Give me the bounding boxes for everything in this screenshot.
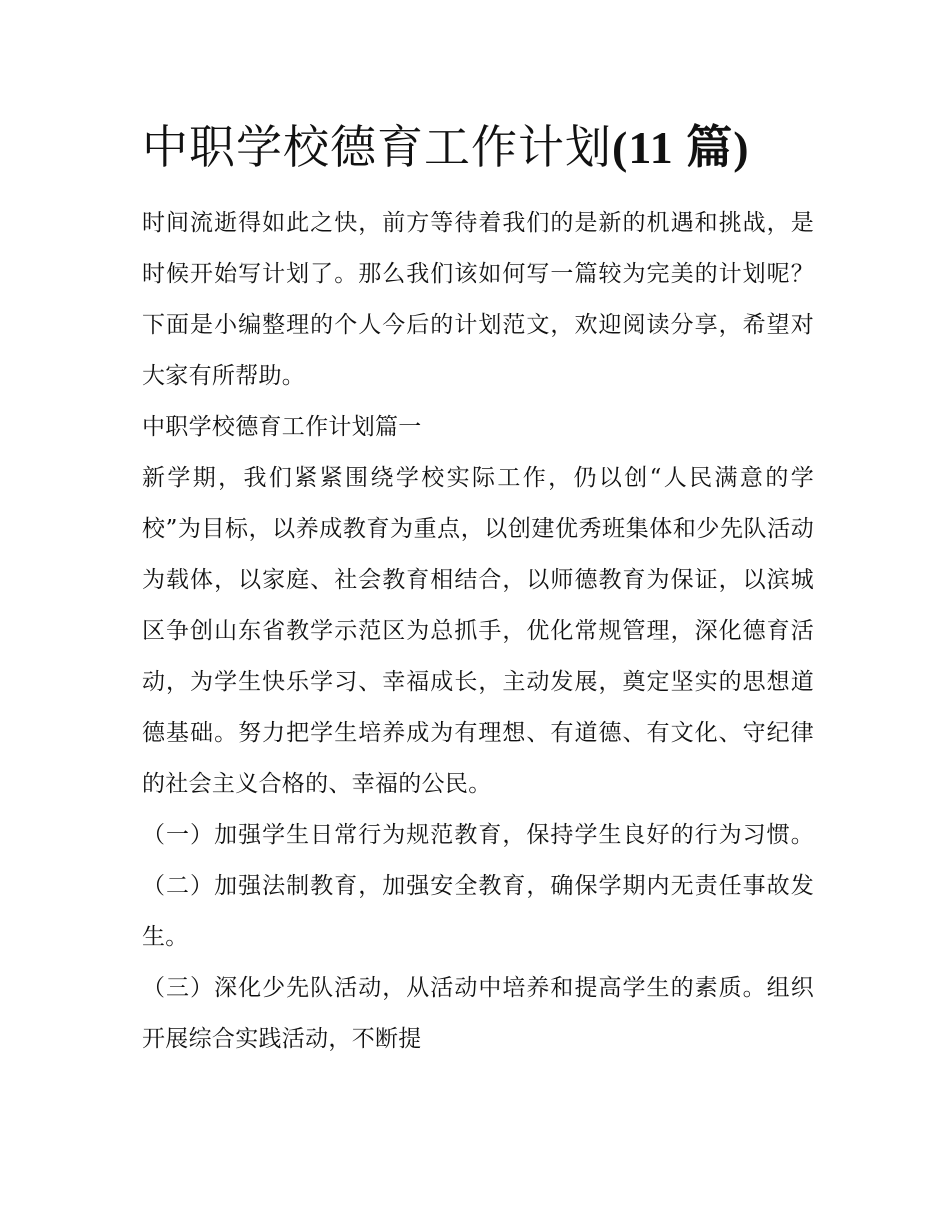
section-heading: 中职学校德育工作计划篇一	[142, 414, 422, 440]
body-paragraph: （一）加强学生日常行为规范教育，保持学生良好的行为习惯。 （二）加强法制教育，加强安全教育，确保学期内无责任事故发生。	[142, 822, 814, 950]
intro-paragraph: 时间流逝得如此之快，前方等待着我们的是新的机遇和挑战，是时候开始写计划了。那么我们该如何写一篇较为完美的计划呢？下面是小编整理的个人今后的计划范文，欢迎阅读分享，希望对大家有所帮助。	[142, 210, 814, 389]
document-title	[142, 112, 750, 183]
document-body	[142, 198, 814, 1065]
body-paragraph: （三）深化少先队活动，从活动中培养和提高学生的素质。组织开展综合实践活动，不断提	[142, 975, 814, 1052]
title-suffix: (11 篇)	[612, 122, 750, 173]
title-main: 中职学校德育工作计划	[142, 120, 612, 174]
body-paragraph: 新学期，我们紧紧围绕学校实际工作，仍以创“人民满意的学校”为目标，以养成教育为重点，以创建优秀班集体和少先队活动为载体，以家庭、社会教育相结合，以师德教育为保证，以滨城区争创山东省教学示范区为总抓手，优化常规管理，深化德育活动，为学生快乐学习、幸福成长，主动发展，奠定坚实的思想道德基础。努力把学生培养成为有理想、有道德、有文化、守纪律的社会主义合格的、幸福的公民。	[142, 465, 814, 797]
